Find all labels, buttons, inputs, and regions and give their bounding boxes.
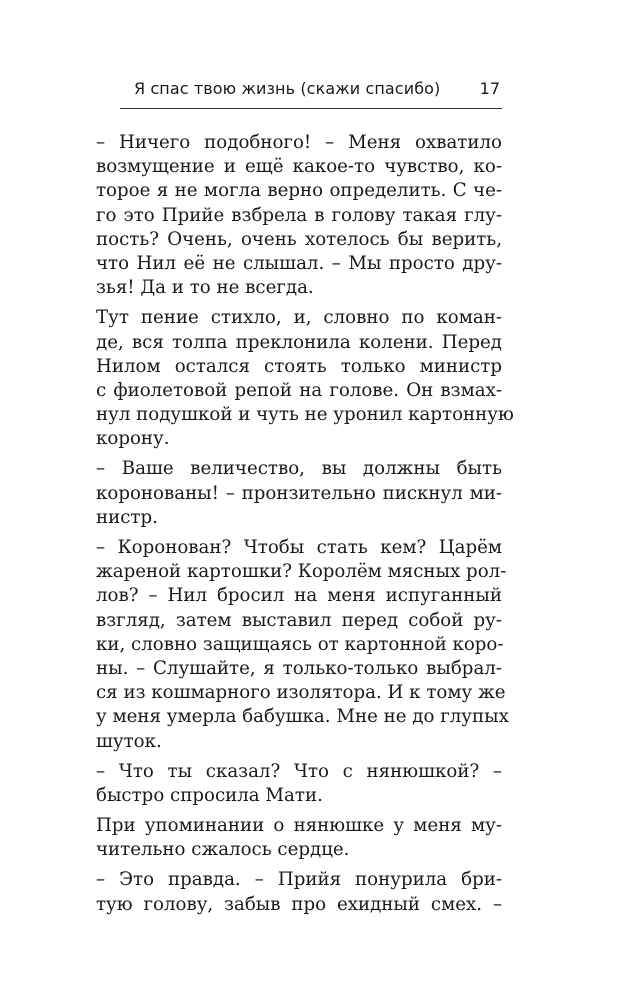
text-line: что Нил её не слышал. – Мы просто дру- [96,252,502,274]
text-line: жареной картошки? Королём мясных рол- [96,561,507,583]
paragraph [96,131,502,300]
text-line: – Ваше величество, вы должны быть [96,458,502,480]
paragraph [96,760,502,808]
text-line: ся из кошмарного изолятора. И к тому же [96,682,506,704]
text-line: лов? – Нил бросил на меня испуганный [96,585,502,607]
text-line: нул подушкой и чуть не уронил картонную [96,404,514,426]
paragraph [96,536,509,754]
text-line: шуток. [96,730,162,752]
running-header [120,76,502,109]
text-line: ны. – Слушайте, я только-только выбрал- [96,657,502,679]
text-line: ки, словно защищаясь от картонной коро- [96,633,504,655]
text-line: коронованы! – пронзительно пискнул ми- [96,482,502,504]
text-line: – Это правда. – Прийя понурила бри- [96,869,502,891]
body-text [96,131,514,923]
text-line: взгляд, затем выставил перед собой ру- [96,609,502,631]
text-line: торое я не могла верно определить. С че- [96,180,502,202]
text-line: корону. [96,428,170,450]
text-line: го это Прийе взбрела в голову такая глу- [96,204,502,226]
page-number: 17 [479,79,500,98]
text-line: Нилом остался стоять только министр [96,355,502,377]
text-line: быстро спросила Мати. [96,784,323,806]
text-line: – Коронован? Чтобы стать кем? Царём [96,537,502,558]
text-line: чительно сжалось сердце. [96,839,350,861]
text-line: Тут пение стихло, и, словно по коман- [96,307,502,329]
paragraph [96,868,502,916]
text-line: тую голову, забыв про ехидный смех. – [96,893,502,915]
paragraph [96,814,502,862]
book-title-header: Я спас твою жизнь (скажи спасибо) [134,79,441,98]
paragraph [96,457,502,530]
text-line: с фиолетовой репой на голове. Он взмах- [96,379,502,401]
text-line: пость? Очень, очень хотелось бы верить, [96,228,502,250]
text-line: де, вся толпа преклонила колени. Перед [96,331,502,353]
text-line: зья! Да и то не всегда. [96,277,314,299]
paragraph [96,306,514,451]
text-line: возмущение и ещё какое-то чувство, ко- [96,156,502,178]
text-line: – Что ты сказал? Что с нянюшкой? – [96,760,502,782]
text-line: нистр. [96,506,158,528]
text-line: – Ничего подобного! – Меня охватило [96,132,502,153]
text-line: При упоминании о нянюшке у меня му- [96,815,502,837]
text-line: у меня умерла бабушка. Мне не до глупых [96,706,509,728]
